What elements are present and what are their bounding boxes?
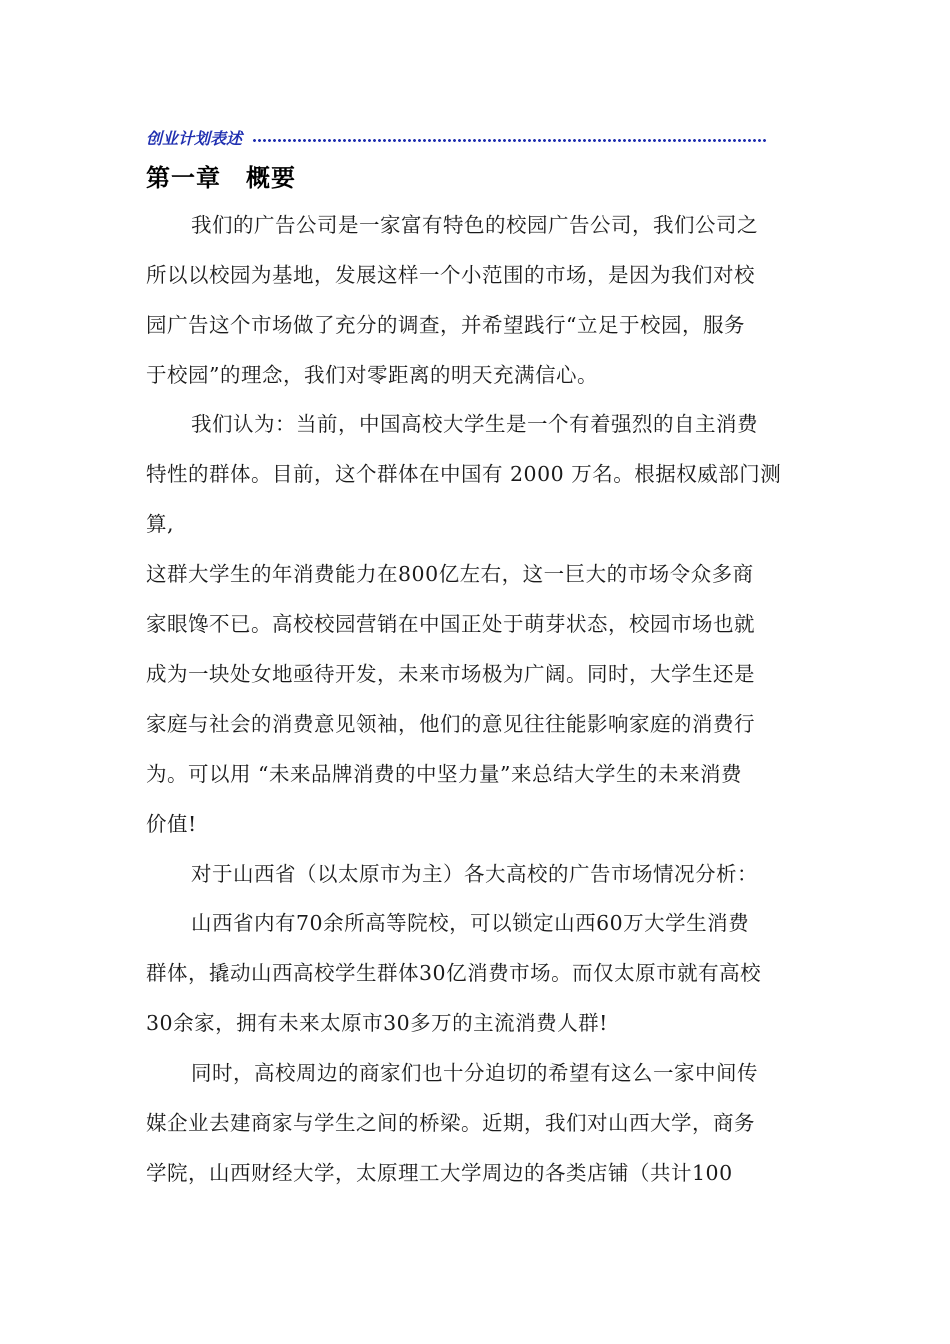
paragraph-3-line-2: 家眼馋不已。高校校园营销在中国正处于萌芽状态，校园市场也就 — [146, 612, 755, 636]
paragraph-1-line-4: 于校园”的理念，我们对零距离的明天充满信心。 — [146, 363, 598, 387]
paragraph-2-line-3: 算, — [146, 512, 175, 536]
toc-entry[interactable] — [146, 124, 768, 150]
paragraph-5-line-3: 30余家，拥有未来太原市30多万的主流消费人群! — [146, 1011, 608, 1035]
chapter-heading: 第一章 概要 — [146, 163, 296, 192]
paragraph-6-line-2: 媒企业去建商家与学生之间的桥梁。近期，我们对山西大学，商务 — [146, 1111, 755, 1135]
paragraph-1-line-3: 园广告这个市场做了充分的调查，并希望践行“立足于校园，服务 — [146, 313, 745, 337]
paragraph-3-line-1: 这群大学生的年消费能力在800亿左右，这一巨大的市场令众多商 — [146, 562, 754, 586]
paragraph-4-line-1: 对于山西省（以太原市为主）各大高校的广告市场情况分析： — [191, 862, 758, 886]
paragraph-1-line-1: 我们的广告公司是一家富有特色的校园广告公司，我们公司之 — [191, 213, 758, 237]
paragraph-3-line-6: 价值! — [146, 812, 197, 836]
paragraph-5-line-1: 山西省内有70余所高等院校，可以锁定山西60万大学生消费 — [191, 911, 750, 935]
paragraph-2-line-2: 特性的群体。目前，这个群体在中国有 2000 万名。根据权威部门测 — [146, 462, 782, 486]
paragraph-6-line-3: 学院，山西财经大学，太原理工大学周边的各类店铺（共计100 — [146, 1161, 733, 1185]
toc-leader-dots — [252, 139, 768, 142]
paragraph-2-line-1: 我们认为：当前，中国高校大学生是一个有着强烈的自主消费 — [191, 412, 758, 436]
paragraph-6-line-1: 同时，高校周边的商家们也十分迫切的希望有这么一家中间传 — [191, 1061, 758, 1085]
paragraph-5-line-2: 群体，撬动山西高校学生群体30亿消费市场。而仅太原市就有高校 — [146, 961, 762, 985]
paragraph-3-line-3: 成为一块处女地亟待开发，未来市场极为广阔。同时，大学生还是 — [146, 662, 755, 686]
paragraph-3-line-5: 为。可以用 “未来品牌消费的中坚力量”来总结大学生的未来消费 — [146, 762, 742, 786]
paragraph-1-line-2: 所以以校园为基地，发展这样一个小范围的市场，是因为我们对校 — [146, 263, 755, 287]
paragraph-3-line-4: 家庭与社会的消费意见领袖，他们的意见往往能影响家庭的消费行 — [146, 712, 755, 736]
toc-entry-title: 创业计划表述 — [146, 128, 243, 148]
